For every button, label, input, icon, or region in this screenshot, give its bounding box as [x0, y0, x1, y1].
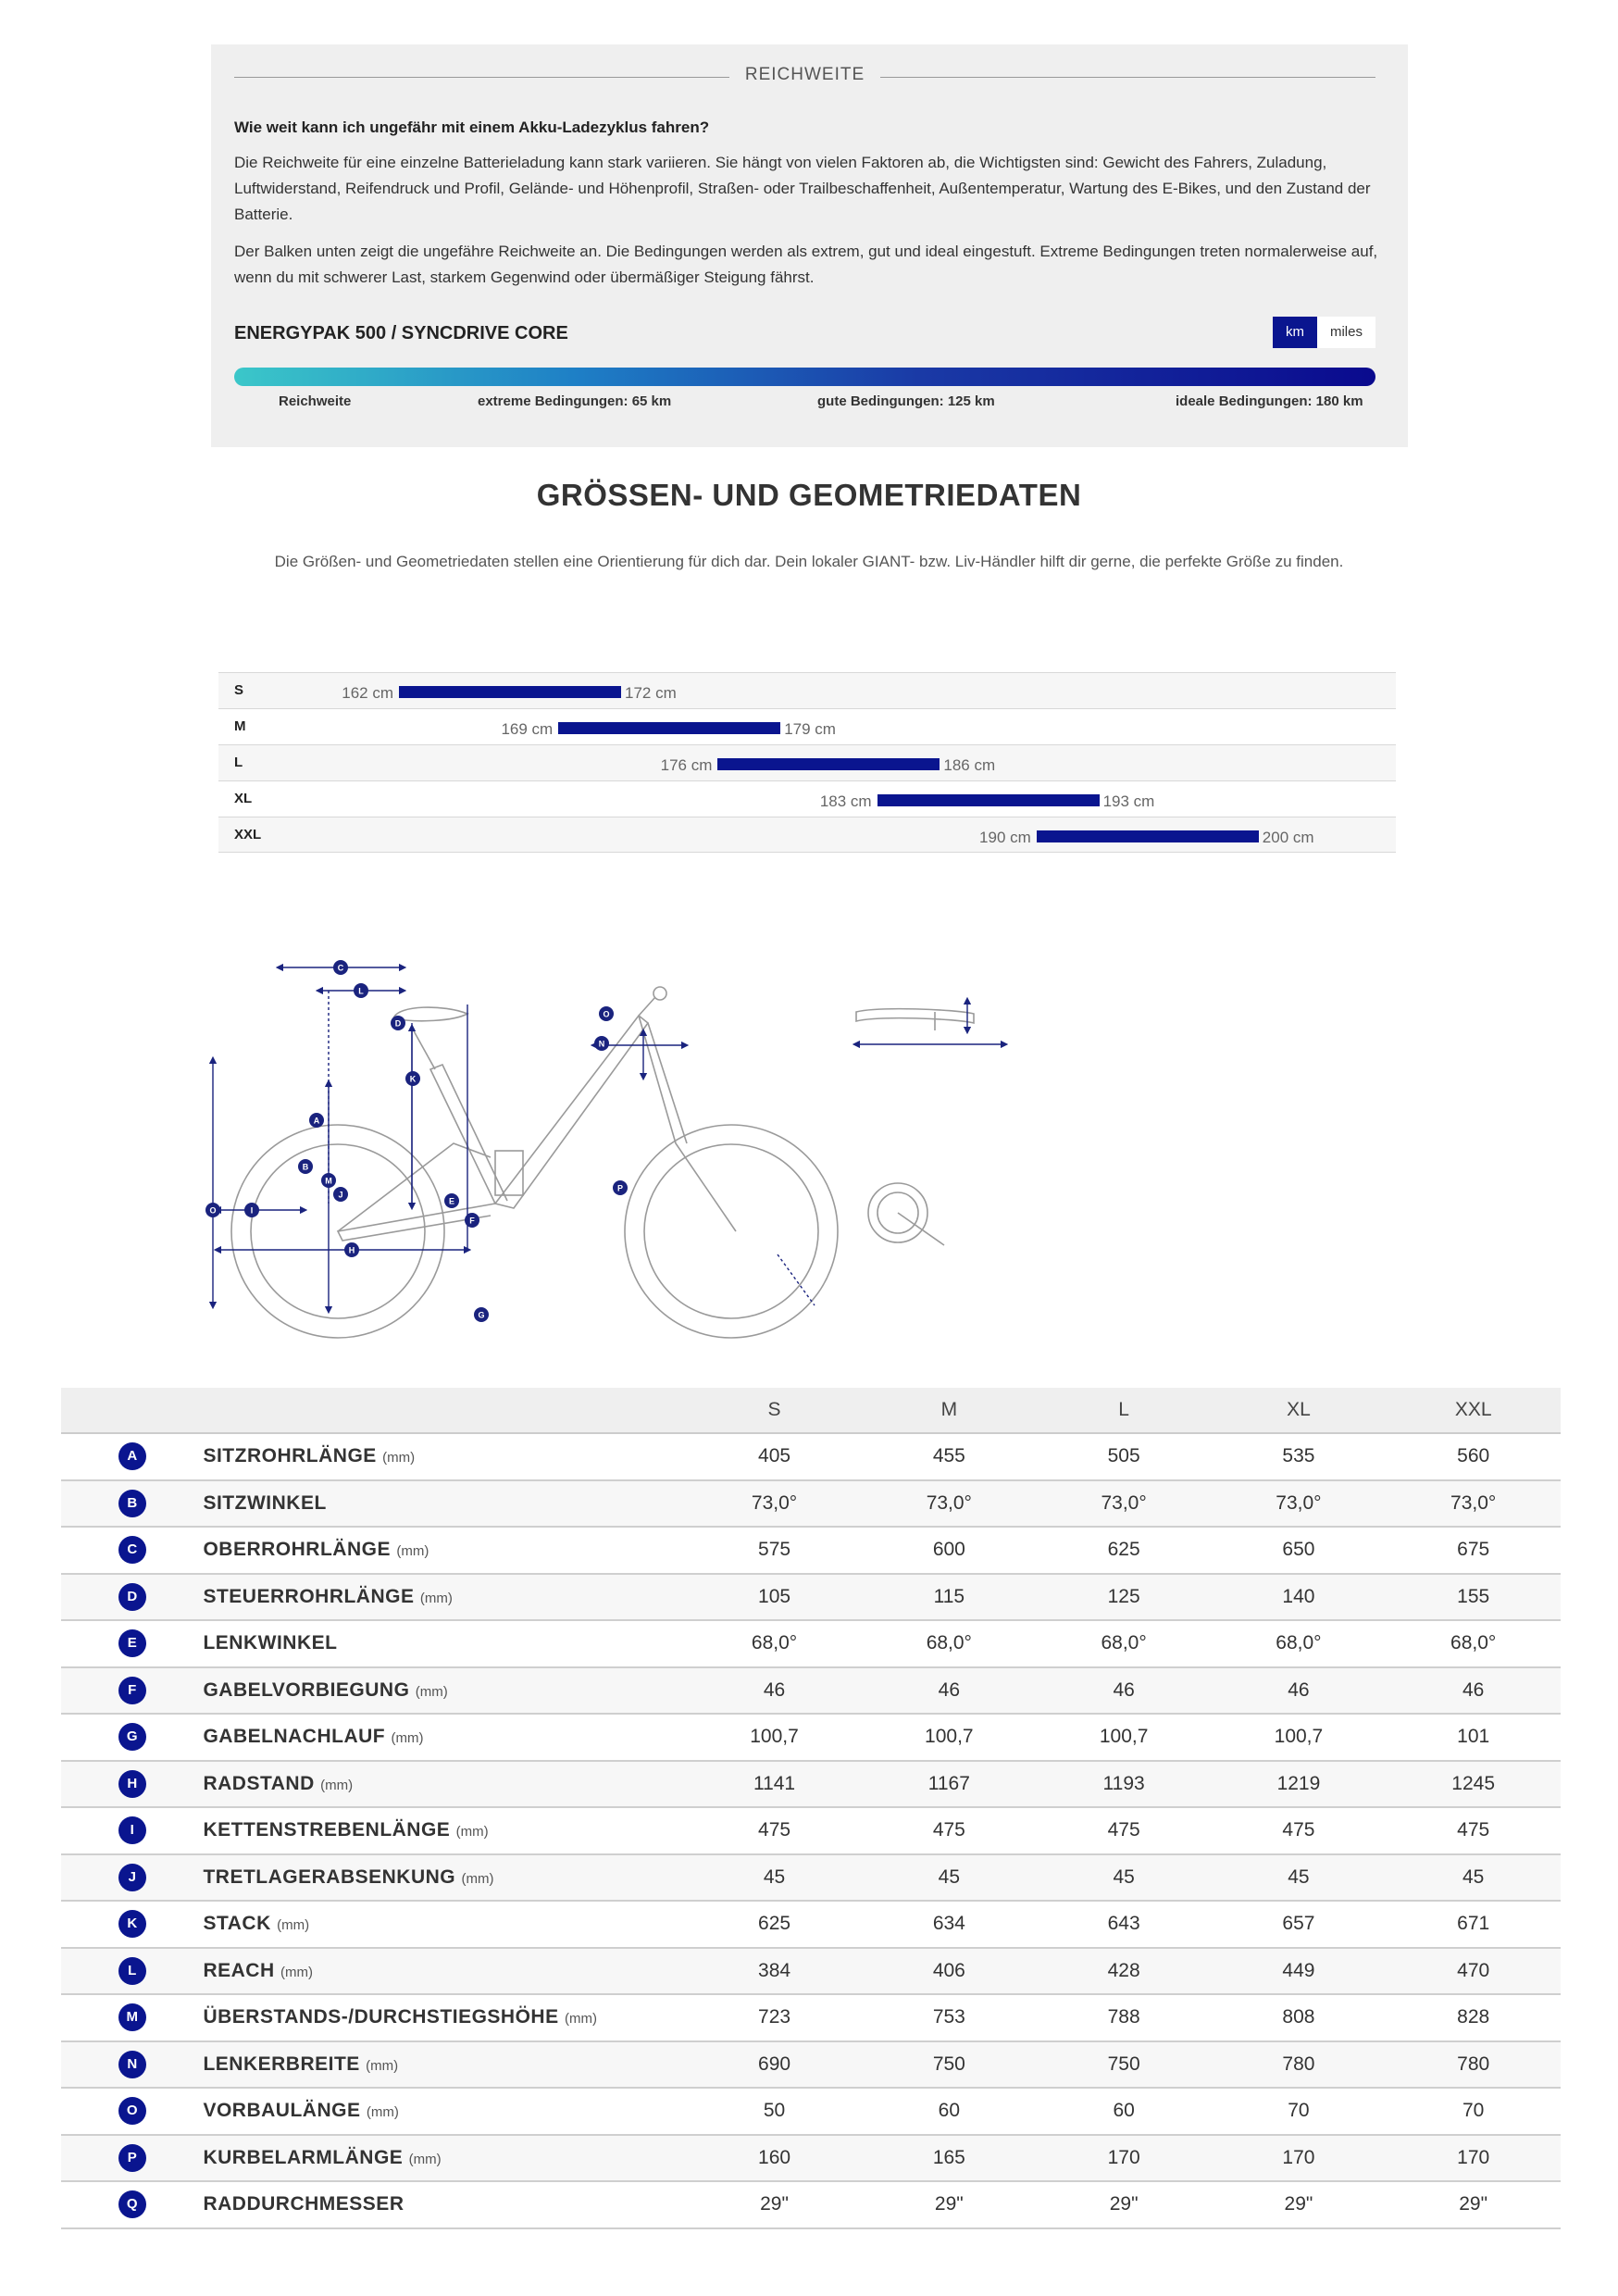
row-name-cell: [203, 1714, 687, 1761]
value-cell: 68,0°: [1037, 1620, 1212, 1667]
value-cell: 70: [1212, 2088, 1387, 2135]
value-cell: 140: [1212, 1574, 1387, 1621]
value-cell: 68,0°: [687, 1620, 862, 1667]
svg-text:J: J: [338, 1190, 343, 1200]
range-good-label: gute Bedingungen: 125 km: [817, 393, 995, 409]
value-cell: 808: [1212, 1994, 1387, 2041]
value-cell: 505: [1037, 1433, 1212, 1480]
value-cell: 723: [687, 1994, 862, 2041]
row-key-cell: [61, 1667, 203, 1715]
letter-badge-icon: G: [118, 1723, 146, 1751]
value-cell: 406: [862, 1948, 1037, 1995]
value-cell: 780: [1386, 2041, 1561, 2089]
size-row: [218, 817, 1396, 853]
value-cell: 475: [1386, 1807, 1561, 1854]
letter-badge-icon: L: [118, 1957, 146, 1985]
divider: [880, 77, 1375, 78]
value-cell: 428: [1037, 1948, 1212, 1995]
svg-text:P: P: [616, 1183, 624, 1193]
value-cell: 73,0°: [1386, 1480, 1561, 1528]
svg-text:L: L: [358, 986, 364, 996]
range-panel: [211, 44, 1408, 447]
battery-title: ENERGYPAK 500 / SYNCDRIVE CORE: [234, 323, 568, 343]
value-cell: 46: [1037, 1667, 1212, 1715]
row-key-cell: [61, 2181, 203, 2228]
value-cell: 475: [1212, 1807, 1387, 1854]
value-cell: 160: [687, 2135, 862, 2182]
row-key-cell: [61, 2135, 203, 2182]
geometry-row: [61, 1433, 1561, 1480]
row-key-cell: [61, 1620, 203, 1667]
row-name: SITZROHRLÄNGE: [203, 1445, 377, 1467]
geometry-row: [61, 1948, 1561, 1995]
row-unit: (mm): [415, 1683, 448, 1700]
row-unit: (mm): [280, 1964, 313, 1980]
row-name-cell: [203, 1433, 687, 1480]
row-key-cell: [61, 1854, 203, 1902]
row-name-cell: [203, 1620, 687, 1667]
row-key-cell: [61, 1994, 203, 2041]
row-name: STACK: [203, 1913, 271, 1935]
value-cell: 50: [687, 2088, 862, 2135]
geometry-row: [61, 1480, 1561, 1528]
section-subtitle: Die Größen- und Geometriedaten stellen eine Orientierung für dich dar. Dein lokaler GIANT- bzw. Liv-Händler hilft dir gerne, die perfekte Größe zu finden.: [274, 553, 1344, 570]
size-range-bar: [717, 758, 940, 770]
row-unit: (mm): [366, 2104, 399, 2121]
value-cell: 828: [1386, 1994, 1561, 2041]
svg-text:C: C: [337, 963, 344, 973]
geometry-row: [61, 2181, 1561, 2228]
range-label: Reichweite: [279, 393, 352, 409]
value-cell: 753: [862, 1994, 1037, 2041]
letter-badge-icon: B: [118, 1490, 146, 1517]
row-key-cell: [61, 1901, 203, 1948]
letter-badge-icon: J: [118, 1864, 146, 1891]
row-key-cell: [61, 1761, 203, 1808]
header-size-l: L: [1037, 1388, 1212, 1433]
geometry-row: [61, 1714, 1561, 1761]
range-question: Wie weit kann ich ungefähr mit einem Akku-Ladezyklus fahren?: [234, 119, 710, 136]
size-row: [218, 708, 1396, 744]
row-key-cell: [61, 1714, 203, 1761]
value-cell: 68,0°: [1212, 1620, 1387, 1667]
header-key: [61, 1388, 203, 1433]
row-name-cell: [203, 2041, 687, 2089]
svg-text:H: H: [348, 1245, 355, 1255]
value-cell: 643: [1037, 1901, 1212, 1948]
value-cell: 535: [1212, 1433, 1387, 1480]
value-cell: 70: [1386, 2088, 1561, 2135]
geometry-row: [61, 2041, 1561, 2089]
value-cell: 29": [862, 2181, 1037, 2228]
row-name-cell: [203, 1901, 687, 1948]
row-key-cell: [61, 1527, 203, 1574]
value-cell: 1193: [1037, 1761, 1212, 1808]
svg-text:I: I: [250, 1205, 254, 1216]
letter-badge-icon: H: [118, 1770, 146, 1798]
value-cell: 45: [1386, 1854, 1561, 1902]
value-cell: 475: [687, 1807, 862, 1854]
value-cell: 100,7: [687, 1714, 862, 1761]
size-min-label: 169 cm: [501, 720, 554, 738]
value-cell: 455: [862, 1433, 1037, 1480]
divider: [234, 77, 729, 78]
row-name: STEUERROHRLÄNGE: [203, 1585, 415, 1607]
svg-text:F: F: [469, 1216, 475, 1226]
value-cell: 45: [1037, 1854, 1212, 1902]
size-row: [218, 780, 1396, 817]
value-cell: 657: [1212, 1901, 1387, 1948]
value-cell: 105: [687, 1574, 862, 1621]
value-cell: 675: [1386, 1527, 1561, 1574]
size-label: M: [234, 718, 246, 734]
value-cell: 100,7: [862, 1714, 1037, 1761]
size-max-label: 172 cm: [625, 684, 677, 702]
row-key-cell: [61, 2041, 203, 2089]
value-cell: 1245: [1386, 1761, 1561, 1808]
letter-badge-icon: O: [118, 2097, 146, 2125]
header-size-xxl: XXL: [1386, 1388, 1561, 1433]
letter-badge-icon: N: [118, 2051, 146, 2078]
row-name-cell: [203, 1667, 687, 1715]
value-cell: 46: [1212, 1667, 1387, 1715]
letter-badge-icon: I: [118, 1816, 146, 1844]
value-cell: 405: [687, 1433, 862, 1480]
value-cell: 690: [687, 2041, 862, 2089]
row-name-cell: [203, 1854, 687, 1902]
value-cell: 575: [687, 1527, 862, 1574]
size-label: S: [234, 682, 244, 698]
value-cell: 29": [1037, 2181, 1212, 2228]
row-unit: (mm): [564, 2011, 597, 2028]
row-name-cell: [203, 1994, 687, 2041]
value-cell: 625: [1037, 1527, 1212, 1574]
row-name: RADDURCHMESSER: [203, 2193, 404, 2215]
row-name: TRETLAGERABSENKUNG: [203, 1866, 456, 1888]
value-cell: 73,0°: [1212, 1480, 1387, 1528]
row-name-cell: [203, 2135, 687, 2182]
size-min-label: 176 cm: [660, 756, 713, 774]
row-name-cell: [203, 1761, 687, 1808]
size-max-label: 186 cm: [943, 756, 996, 774]
geometry-row: [61, 1574, 1561, 1621]
value-cell: 560: [1386, 1433, 1561, 1480]
row-name-cell: [203, 2088, 687, 2135]
letter-badge-icon: K: [118, 1910, 146, 1938]
row-name: GABELNACHLAUF: [203, 1726, 386, 1748]
svg-text:G: G: [478, 1310, 485, 1320]
value-cell: 170: [1212, 2135, 1387, 2182]
value-cell: 750: [1037, 2041, 1212, 2089]
row-name: KETTENSTREBENLÄNGE: [203, 1819, 451, 1841]
header-size-s: S: [687, 1388, 862, 1433]
letter-badge-icon: F: [118, 1677, 146, 1704]
geometry-diagram: [209, 912, 1074, 1338]
size-min-label: 183 cm: [819, 792, 872, 810]
rider-size-chart: [218, 672, 1396, 853]
value-cell: 788: [1037, 1994, 1212, 2041]
row-unit: (mm): [455, 1824, 489, 1841]
svg-text:M: M: [325, 1176, 332, 1186]
value-cell: 625: [687, 1901, 862, 1948]
row-unit: (mm): [391, 1730, 424, 1747]
letter-badge-icon: A: [118, 1442, 146, 1470]
geometry-row: [61, 1761, 1561, 1808]
row-key-cell: [61, 1480, 203, 1528]
geometry-row: [61, 1901, 1561, 1948]
letter-badge-icon: E: [118, 1629, 146, 1657]
value-cell: 170: [1037, 2135, 1212, 2182]
row-name: VORBAULÄNGE: [203, 2100, 361, 2122]
row-key-cell: [61, 1574, 203, 1621]
value-cell: 60: [1037, 2088, 1212, 2135]
value-cell: 155: [1386, 1574, 1561, 1621]
row-unit: (mm): [419, 1590, 453, 1606]
value-cell: 46: [862, 1667, 1037, 1715]
value-cell: 165: [862, 2135, 1037, 2182]
row-unit: (mm): [320, 1777, 354, 1793]
size-label: XL: [234, 791, 253, 806]
value-cell: 671: [1386, 1901, 1561, 1948]
row-unit: (mm): [366, 2057, 399, 2074]
value-cell: 29": [1212, 2181, 1387, 2228]
size-range-bar: [558, 722, 780, 734]
size-range-bar: [399, 686, 621, 698]
range-extreme-label: extreme Bedingungen: 65 km: [478, 393, 672, 409]
value-cell: 68,0°: [862, 1620, 1037, 1667]
svg-text:O: O: [603, 1009, 610, 1019]
row-key-cell: [61, 1948, 203, 1995]
geometry-row: [61, 2088, 1561, 2135]
value-cell: 449: [1212, 1948, 1387, 1995]
row-name: LENKWINKEL: [203, 1632, 338, 1654]
size-range-bar: [877, 794, 1100, 806]
row-unit: (mm): [408, 2151, 442, 2167]
value-cell: 750: [862, 2041, 1037, 2089]
row-name: RADSTAND: [203, 1772, 315, 1794]
value-cell: 125: [1037, 1574, 1212, 1621]
geometry-header-row: [61, 1388, 1561, 1433]
value-cell: 475: [1037, 1807, 1212, 1854]
value-cell: 101: [1386, 1714, 1561, 1761]
letter-badge-icon: C: [118, 1536, 146, 1564]
row-name: SITZWINKEL: [203, 1491, 327, 1514]
row-name-cell: [203, 1574, 687, 1621]
row-key-cell: [61, 2088, 203, 2135]
svg-text:E: E: [448, 1196, 455, 1206]
letter-badge-icon: P: [118, 2144, 146, 2172]
value-cell: 45: [862, 1854, 1037, 1902]
header-size-m: M: [862, 1388, 1037, 1433]
value-cell: 68,0°: [1386, 1620, 1561, 1667]
value-cell: 600: [862, 1527, 1037, 1574]
row-unit: (mm): [277, 1917, 310, 1934]
row-name-cell: [203, 1807, 687, 1854]
row-name: REACH: [203, 1959, 275, 1981]
range-paragraph-1: Die Reichweite für eine einzelne Batterieladung kann stark variieren. Sie hängt von vielen Faktoren ab, die Wichtigsten sind: Gewicht des Fahrers, Zuladung, Luftwiderstand, Reifendruck und Profil, Gelände- und Höhenprofil, Straßen- oder Trailbeschaffenheit, Außentemperatur, Wartung des E-Bikes, und den Zustand der Batterie.: [234, 154, 1371, 223]
value-cell: 475: [862, 1807, 1037, 1854]
unit-miles-button[interactable]: miles: [1317, 317, 1375, 348]
range-paragraph-2: Der Balken unten zeigt die ungefähre Reichweite an. Die Bedingungen werden als extrem, gut und ideal eingestuft. Extreme Bedingungen treten normalerweise auf, wenn du mit schwerer Last, starkem Gegenwind oder übermäßiger Steigung fährst.: [234, 243, 1378, 286]
value-cell: 45: [1212, 1854, 1387, 1902]
range-gradient-bar: [234, 368, 1375, 386]
value-cell: 46: [687, 1667, 862, 1715]
row-name-cell: [203, 1527, 687, 1574]
geometry-row: [61, 1527, 1561, 1574]
row-unit: (mm): [461, 1870, 494, 1887]
svg-text:O: O: [209, 1205, 217, 1216]
value-cell: 470: [1386, 1948, 1561, 1995]
size-min-label: 190 cm: [979, 829, 1031, 846]
geometry-row: [61, 1807, 1561, 1854]
value-cell: 634: [862, 1901, 1037, 1948]
geometry-table: [61, 1388, 1561, 2229]
range-ideal-label: ideale Bedingungen: 180 km: [1176, 393, 1363, 409]
size-label: L: [234, 755, 243, 770]
value-cell: 46: [1386, 1667, 1561, 1715]
value-cell: 73,0°: [1037, 1480, 1212, 1528]
value-cell: 1219: [1212, 1761, 1387, 1808]
row-name-cell: [203, 1948, 687, 1995]
row-key-cell: [61, 1807, 203, 1854]
header-name: [203, 1388, 687, 1433]
svg-text:A: A: [313, 1116, 320, 1126]
row-name: KURBELARMLÄNGE: [203, 2146, 404, 2168]
size-max-label: 200 cm: [1262, 829, 1314, 846]
row-unit: (mm): [382, 1450, 416, 1466]
value-cell: 45: [687, 1854, 862, 1902]
value-cell: 384: [687, 1948, 862, 1995]
letter-badge-icon: Q: [118, 2190, 146, 2218]
size-max-label: 193 cm: [1102, 792, 1155, 810]
row-name-cell: [203, 1480, 687, 1528]
svg-text:D: D: [394, 1018, 402, 1029]
unit-km-button[interactable]: km: [1273, 317, 1317, 348]
value-cell: 100,7: [1212, 1714, 1387, 1761]
letter-badge-icon: D: [118, 1583, 146, 1611]
unit-toggle: [1273, 317, 1375, 348]
geometry-row: [61, 1620, 1561, 1667]
value-cell: 73,0°: [862, 1480, 1037, 1528]
letter-badge-icon: M: [118, 2003, 146, 2031]
size-min-label: 162 cm: [342, 684, 393, 702]
row-name: LENKERBREITE: [203, 2053, 360, 2075]
row-name: GABELVORBIEGUNG: [203, 1678, 410, 1701]
value-cell: 73,0°: [687, 1480, 862, 1528]
size-range-bar: [1037, 830, 1259, 842]
value-cell: 650: [1212, 1527, 1387, 1574]
value-cell: 29": [687, 2181, 862, 2228]
svg-text:N: N: [598, 1039, 605, 1049]
geometry-row: [61, 1994, 1561, 2041]
value-cell: 780: [1212, 2041, 1387, 2089]
value-cell: 170: [1386, 2135, 1561, 2182]
svg-text:B: B: [302, 1162, 309, 1172]
value-cell: 1141: [687, 1761, 862, 1808]
size-label: XXL: [234, 827, 262, 842]
geometry-row: [61, 1854, 1561, 1902]
value-cell: 115: [862, 1574, 1037, 1621]
row-name: OBERROHRLÄNGE: [203, 1539, 391, 1561]
row-name: ÜBERSTANDS-/DURCHSTIEGSHÖHE: [203, 2006, 559, 2028]
value-cell: 29": [1386, 2181, 1561, 2228]
svg-text:K: K: [409, 1074, 417, 1084]
header-size-xl: XL: [1212, 1388, 1387, 1433]
size-row: [218, 672, 1396, 708]
geometry-row: [61, 2135, 1561, 2182]
size-max-label: 179 cm: [784, 720, 836, 738]
range-heading: [234, 65, 1375, 89]
value-cell: 60: [862, 2088, 1037, 2135]
geometry-row: [61, 1667, 1561, 1715]
row-name-cell: [203, 2181, 687, 2228]
row-unit: (mm): [396, 1543, 429, 1560]
value-cell: 100,7: [1037, 1714, 1212, 1761]
size-row: [218, 744, 1396, 780]
value-cell: 1167: [862, 1761, 1037, 1808]
range-heading-text: REICHWEITE: [744, 65, 865, 84]
row-key-cell: [61, 1433, 203, 1480]
section-title: GRÖSSEN- UND GEOMETRIEDATEN: [536, 478, 1082, 512]
